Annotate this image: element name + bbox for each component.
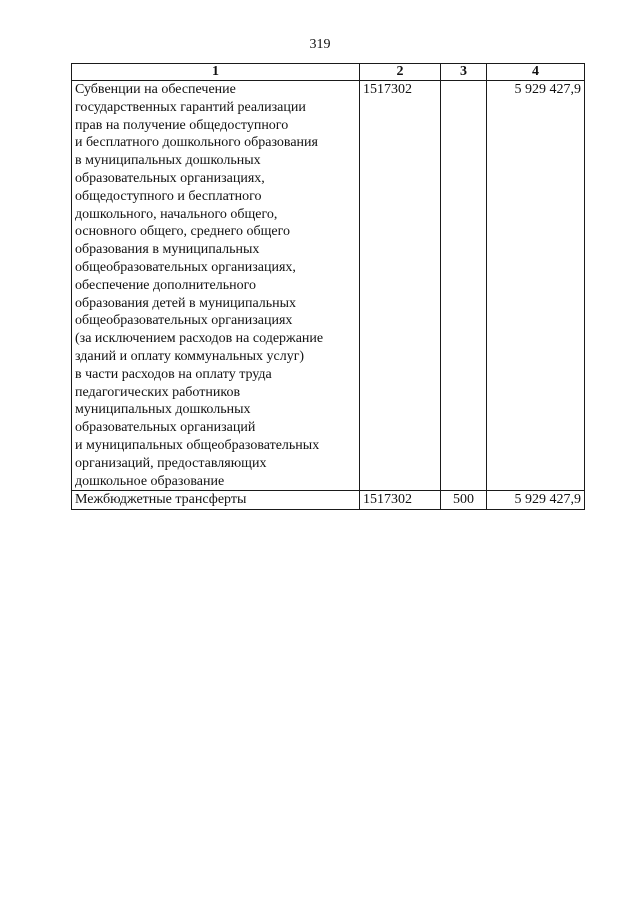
row-name-line: дошкольного, начального общего, [75, 206, 278, 222]
row-name-line: образования детей в муниципальных [75, 295, 297, 311]
row-name-line: дошкольное образование [75, 473, 225, 489]
row-name-line: общедоступного и бесплатного [75, 188, 262, 204]
row-amount-cell: 5 929 427,9 [487, 81, 585, 491]
row-code-cell: 1517302 [360, 81, 441, 491]
row-name-line: организаций, предоставляющих [75, 455, 267, 471]
row-name-cell [72, 491, 360, 510]
page-number: 319 [309, 37, 331, 52]
row-name-line: прав на получение общедоступного [75, 117, 289, 133]
row-name-line: зданий и оплату коммунальных услуг) [75, 348, 305, 364]
row-name-line: в муниципальных дошкольных [75, 153, 261, 169]
row-name-line: обеспечение дополнительного [75, 277, 257, 293]
row-name-line: государственных гарантий реализации [75, 99, 306, 115]
row-name-line: основного общего, среднего общего [75, 224, 291, 240]
row-name-line: общеобразовательных организациях, [75, 259, 296, 275]
table-header-row [72, 64, 585, 81]
row-name-line: Субвенции на обеспечение [75, 82, 236, 97]
column-header-4: 4 [487, 64, 585, 81]
row-name-line: и муниципальных общеобразовательных [75, 437, 320, 453]
row-name-line: педагогических работников [75, 384, 241, 400]
row-name-line: в части расходов на оплату труда [75, 366, 272, 382]
column-header-2: 2 [360, 64, 441, 81]
row-name-line: образовательных организациях, [75, 170, 265, 186]
row-name-line: образования в муниципальных [75, 242, 260, 258]
row-name-line: образовательных организаций [75, 420, 256, 436]
column-header-3: 3 [441, 64, 487, 81]
row-name-line: общеобразовательных организациях [75, 313, 293, 329]
row-name-line: (за исключением расходов на содержание [75, 331, 324, 347]
row-name-line: и бесплатного дошкольного образования [75, 135, 318, 151]
table-body [72, 81, 585, 510]
row-name-line: муниципальных дошкольных [75, 402, 251, 418]
row-name-line: Межбюджетные трансферты [75, 492, 247, 508]
row-type-cell [441, 81, 487, 491]
row-name-cell [72, 81, 360, 491]
row-code-cell: 1517302 [360, 491, 441, 510]
column-header-1: 1 [72, 64, 360, 81]
row-amount-cell: 5 929 427,9 [487, 491, 585, 510]
row-type-cell: 500 [441, 491, 487, 510]
table-row [72, 81, 585, 491]
budget-table [71, 63, 585, 510]
table-row [72, 491, 585, 510]
